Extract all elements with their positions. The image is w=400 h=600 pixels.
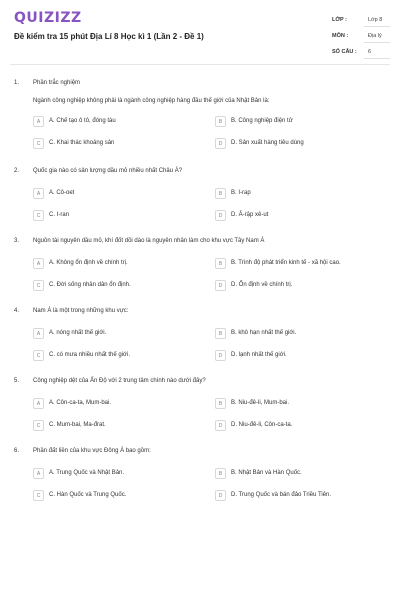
option-letter-box[interactable]: C [33,490,44,501]
question-text: Phần đất liền của khu vực Đông Á bao gồm: [33,448,151,454]
worksheet-title: Đề kiểm tra 15 phút Địa Lí 8 Học kì 1 (Lần 2 - Đề 1) [14,32,204,41]
option-text: A. Không ổn định về chính trị. [49,260,128,266]
option-text: B. Công nghiệp điện tử [231,118,293,124]
question-number: 3. [14,238,20,244]
option-letter-box[interactable]: C [33,138,44,149]
option-text: D. Niu-đê-li, Côn-ca-ta. [231,422,293,428]
header-divider [10,64,390,65]
option-text: B. Nhật Bản và Hàn Quốc. [231,470,302,476]
option-letter-box[interactable]: D [215,420,226,431]
option-letter-box[interactable]: C [33,350,44,361]
answer-option[interactable] [33,420,203,434]
option-text: B. khô hạn nhất thế giới. [231,330,297,336]
question-number: 2. [14,168,20,174]
option-text: C. Đời sống nhân dân ổn định. [49,282,131,288]
option-text: A. Trung Quốc và Nhật Bản. [49,470,125,476]
option-text: B. Trình độ phát triển kinh tế - xã hội cao. [231,260,341,266]
option-text: A. Cô-oet [49,190,75,196]
question-number: 4. [14,308,20,314]
meta-label: SỐ CÂU : [332,49,357,55]
answer-option[interactable] [33,398,203,412]
meta-row-subject [332,30,390,46]
option-letter-box[interactable]: C [33,210,44,221]
answer-option[interactable] [33,138,203,152]
answer-option[interactable] [215,116,385,130]
option-text: D. Ả-rập xê-ut [231,212,269,218]
option-letter-box[interactable]: C [33,280,44,291]
answer-option[interactable] [33,468,203,482]
question-block [0,374,400,444]
answer-option[interactable] [215,188,385,202]
meta-row-count [332,46,390,62]
question-text: Quốc gia nào có sản lượng dầu mỏ nhiều nhất Châu Á? [33,168,183,174]
question-number: 6. [14,448,20,454]
option-letter-box[interactable]: A [33,468,44,479]
option-text: D. Ổn định về chính trị. [231,282,293,288]
answer-option[interactable] [33,280,203,294]
meta-row-class [332,14,390,30]
answer-option[interactable] [215,468,385,482]
option-letter-box[interactable]: B [215,116,226,127]
answer-option[interactable] [215,258,385,272]
meta-label: MÔN : [332,33,349,39]
option-text: A. nóng nhất thế giới. [49,330,107,336]
option-text: C. Hàn Quốc và Trung Quốc. [49,492,127,498]
question-text: Nam Á là một trong những khu vực: [33,308,129,314]
option-letter-box[interactable]: D [215,490,226,501]
option-letter-box[interactable]: A [33,116,44,127]
option-letter-box[interactable]: A [33,258,44,269]
answer-option[interactable] [33,116,203,130]
option-text: B. Niu-đê-li, Mum-bai. [231,400,290,406]
answer-option[interactable] [33,328,203,342]
answer-option[interactable] [33,210,203,224]
option-text: A. Côn-ca-ta, Mum-bai. [49,400,112,406]
question-text: Nguồn tài nguyên dầu mỏ, khí đốt dồi dào là nguyên nhân làm cho khu vực Tây Nam Á [33,238,265,244]
option-letter-box[interactable]: A [33,328,44,339]
answer-option[interactable] [33,490,203,504]
question-subtext: Ngành công nghiệp không phải là ngành công nghiệp hàng đầu thế giới của Nhật Bản là: [33,98,270,104]
answer-option[interactable] [215,398,385,412]
option-letter-box[interactable]: D [215,350,226,361]
answer-option[interactable] [215,420,385,434]
question-text: Phần trắc nghiệm [33,80,81,86]
option-letter-box[interactable]: A [33,398,44,409]
option-letter-box[interactable]: B [215,328,226,339]
answer-option[interactable] [215,328,385,342]
question-list [0,76,400,514]
option-text: C. Khai thác khoáng sản [49,140,115,146]
meta-table [332,14,390,62]
answer-option[interactable] [33,258,203,272]
option-text: D. Sản xuất hàng tiêu dùng [231,140,304,146]
worksheet-header [0,0,400,64]
option-text: B. I-rap [231,190,251,196]
question-block [0,234,400,304]
question-block [0,164,400,234]
quizizz-logo: QUIZIZZ [14,10,82,26]
answer-option[interactable] [215,210,385,224]
option-text: A. Chế tạo ô tô, đóng tàu [49,118,116,124]
option-text: D. lạnh nhất thế giới. [231,352,287,358]
meta-value: Địa lý [364,30,390,43]
option-text: C. I-ran [49,212,70,218]
meta-value: 6 [364,46,390,59]
option-letter-box[interactable]: B [215,398,226,409]
question-text: Công nghiệp dệt của Ấn Độ với 2 trung tâm chính nào dưới đây? [33,378,206,384]
answer-option[interactable] [215,280,385,294]
answer-option[interactable] [215,138,385,152]
option-letter-box[interactable]: C [33,420,44,431]
option-letter-box[interactable]: B [215,258,226,269]
answer-option[interactable] [33,350,203,364]
answer-option[interactable] [33,188,203,202]
option-letter-box[interactable]: D [215,138,226,149]
meta-label: LỚP : [332,17,347,23]
answer-option[interactable] [215,490,385,504]
question-number: 5. [14,378,20,384]
answer-option[interactable] [215,350,385,364]
question-number: 1. [14,80,20,86]
option-letter-box[interactable]: B [215,468,226,479]
option-text: D. Trung Quốc và bán đảo Triều Tiên. [231,492,332,498]
question-block [0,304,400,374]
option-letter-box[interactable]: D [215,210,226,221]
option-text: C. Mum-bai, Ma-đrat. [49,422,106,428]
option-letter-box[interactable]: B [215,188,226,199]
question-block [0,76,400,164]
question-block [0,444,400,514]
option-letter-box[interactable]: D [215,280,226,291]
meta-value: Lớp 8 [364,14,390,27]
option-text: C. có mưa nhiều nhất thế giới. [49,352,130,358]
option-letter-box[interactable]: A [33,188,44,199]
